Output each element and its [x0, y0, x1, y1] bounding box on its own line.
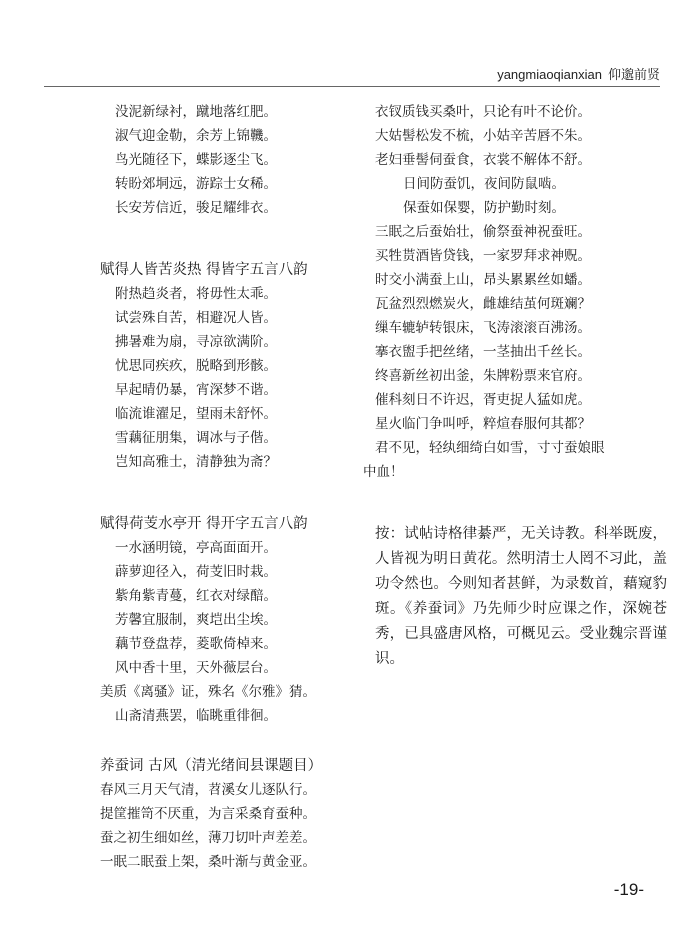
verse-line: 鸟光随径下，蝶影逐尘飞。: [115, 152, 277, 168]
verse-line: 三眠之后蚕始壮，偷祭蚕神祝蚕旺。: [375, 224, 591, 240]
verse-line: 早起晴仍暴，宵深梦不谐。: [115, 382, 277, 398]
verse-line: 大姑髻松发不梳，小姑辛苦唇不朱。: [375, 128, 591, 144]
verse-line: 美质《离骚》证，殊名《尔雅》猜。: [100, 684, 316, 700]
verse-line: 衣钗质钱买桑叶，只论有叶不论价。: [375, 104, 591, 120]
poem-body: [100, 282, 350, 474]
verse-line: 临流谁濯足，望雨未舒怀。: [115, 406, 277, 422]
verse-line: 君不见，轻纨细绮白如雪，寸寸蚕娘眼: [375, 440, 605, 456]
verse-line: 风中香十里，天外薇层台。: [115, 660, 277, 676]
poem-title: 养蚕词 古风（清光绪间县课题目）: [100, 758, 323, 774]
right-column: [363, 100, 667, 672]
verse-line: 试尝殊自苦，相避况人皆。: [115, 310, 277, 326]
verse-line: 紫角紫青蔓，红衣对绿醅。: [115, 588, 277, 604]
verse-line: 终喜新丝初出釜，朱牌粉票来官府。: [375, 368, 591, 384]
poem-continued: [363, 100, 665, 484]
verse-line: 忧思同疾疚，脱略到形骸。: [115, 358, 277, 374]
verse-line: 一眠二眠蚕上架，桑叶渐与黄金亚。: [100, 854, 316, 870]
verse-line: 转盼郊垌远，游踪士女稀。: [115, 176, 277, 192]
left-column: [100, 100, 350, 874]
poem-body: [100, 778, 350, 874]
verse-line: 山斋清燕罢，临眺重徘徊。: [115, 708, 277, 724]
verse-line: 搴衣盥手把丝绪，一茎抽出千丝长。: [375, 344, 591, 360]
page-header: [44, 64, 660, 86]
verse-line: 雪藕征朋集，调冰与子偕。: [115, 430, 277, 446]
poem-title: 赋得荷芰水亭开 得开字五言八韵: [100, 516, 308, 532]
verse-line: 附热趋炎者，将毋性太乖。: [115, 286, 277, 302]
verse-line: 老妇垂髻伺蚕食，衣裳不解体不舒。: [375, 152, 591, 168]
poem-title: 赋得人皆苦炎热 得皆字五言八韵: [100, 262, 308, 278]
verse-line: 淑气迎金勒，余芳上锦鞿。: [115, 128, 277, 144]
verse-line: 岂知高雅士，清静独为斋？: [115, 454, 277, 470]
running-head-pinyin: yangmiaoqianxian: [497, 67, 602, 82]
verse-line: 提筐摧笥不厌重，为言采桑育蚕种。: [100, 806, 316, 822]
verse-line-end: 中血！: [363, 464, 404, 480]
verse-line: 长安芳信近，骏足耀绯衣。: [115, 200, 277, 216]
verse-line: 没泥新绿衬，蹴地落红肥。: [115, 104, 277, 120]
verse-line: 春风三月天气清，苕溪女儿逐队行。: [100, 782, 316, 798]
verse-line: 瓦盆烈烈燃炭火，雌雄结茧何斑斓？: [375, 296, 591, 312]
verse-line: 缫车辘轳转银床，飞涛滚滚百沸汤。: [375, 320, 591, 336]
running-head-column: 仰邈前贤: [607, 68, 660, 83]
verse-line: 保蚕如保婴，防护勤时刻。: [403, 200, 565, 216]
verse-line: 买牲贳酒皆贷钱，一家罗拜求神贶。: [375, 248, 591, 264]
verse-line: 蚕之初生细如丝，薄刀切叶声差差。: [100, 830, 316, 846]
verse-line: 星火临门争叫呼，粹煊春服何其都？: [375, 416, 591, 432]
verse-line: 日间防蚕饥，夜间防鼠啮。: [403, 176, 565, 192]
poem-body: [100, 536, 350, 728]
running-head: [497, 64, 660, 83]
poem-continued: [100, 100, 350, 220]
verse-line: 时交小满蚕上山，昂头累累丝如蟠。: [375, 272, 591, 288]
editor-note: 按：试帖诗格律綦严，无关诗教。科举既废，人皆视为明日黄花。然明清士人罔不习此，盖功令然也。今则知者甚鲜，为录数首，藉窥豹斑。《养蚕词》乃先师少时应课之作，深婉苍秀，已具盛唐风格，可概见云。受业魏宗晋谨识。: [375, 526, 667, 667]
verse-line: 薜萝迎径入，荷芰旧时栽。: [115, 564, 277, 580]
verse-line: 催科刻日不许迟，胥吏捉人猛如虎。: [375, 392, 591, 408]
verse-line: 一水涵明镜，亭高面面开。: [115, 540, 277, 556]
verse-line: 芳馨宜服制，爽垲出尘埃。: [115, 612, 277, 628]
page-number: -19-: [613, 880, 644, 899]
header-rule: [44, 86, 660, 87]
verse-line: 藕节登盘荐，菱歌倚棹来。: [115, 636, 277, 652]
verse-line: 拂暑难为扇，寻凉欲满阶。: [115, 334, 277, 350]
